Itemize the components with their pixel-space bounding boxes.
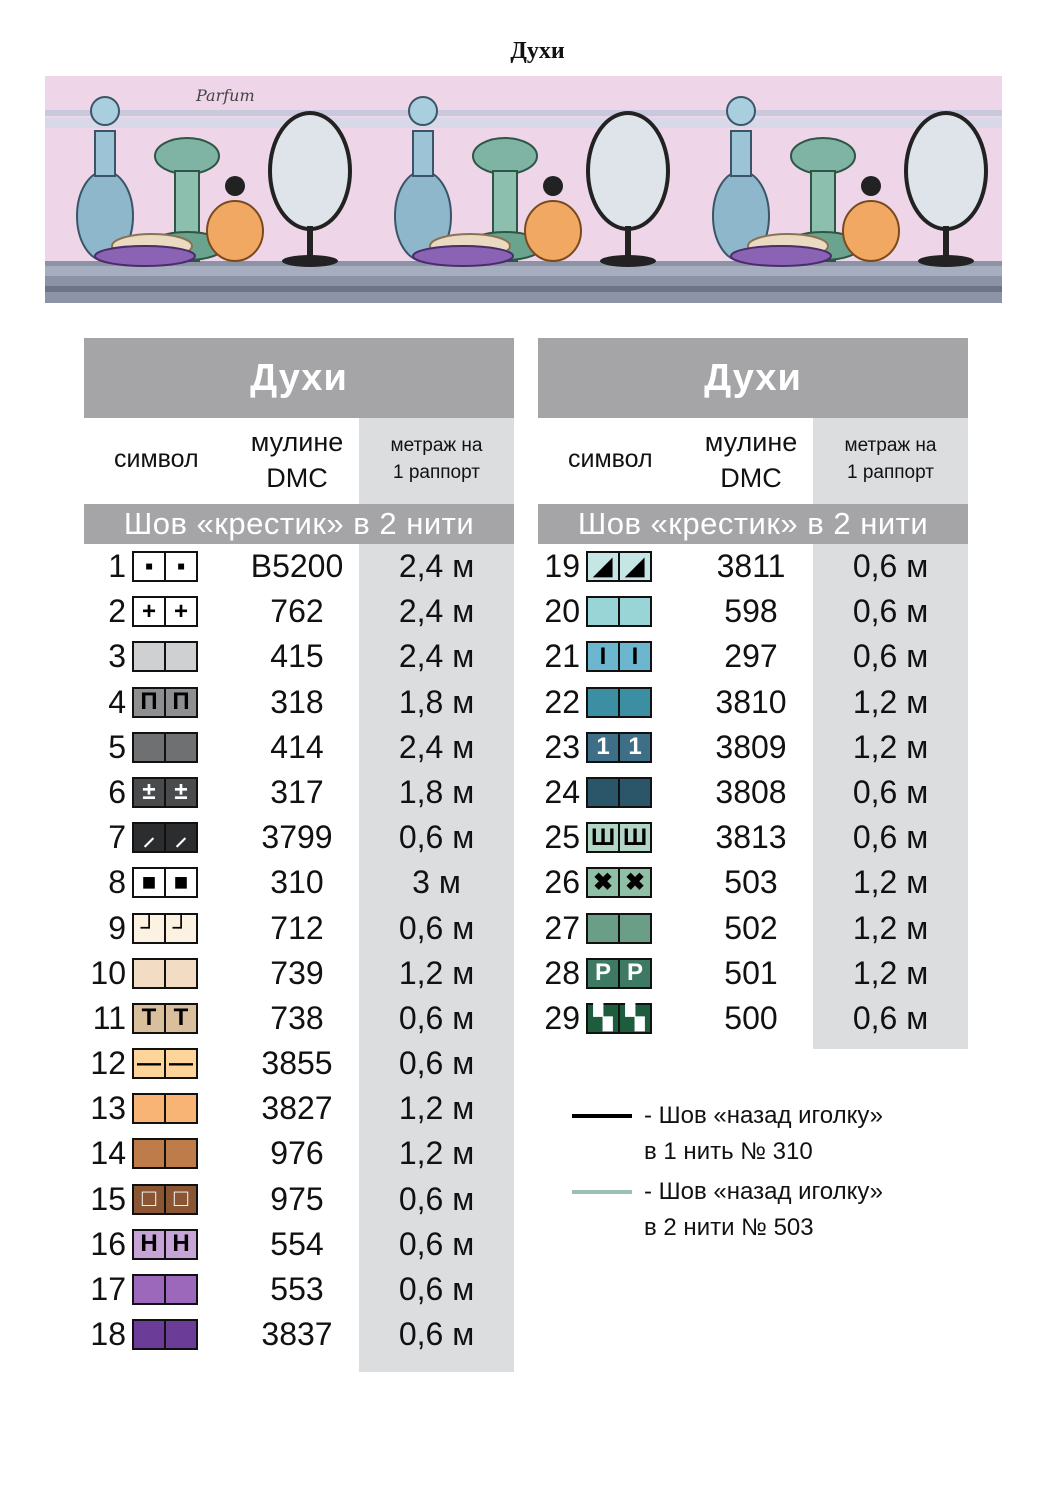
thread-length: 0,6 м: [398, 819, 475, 856]
row-number: 26: [544, 864, 580, 901]
thread-row: [84, 1267, 514, 1312]
thread-row: [84, 589, 514, 634]
dmc-code: 3855: [261, 1045, 333, 1082]
row-number: 5: [108, 728, 126, 765]
thread-length: 0,6 м: [398, 1180, 475, 1217]
dmc-code: 500: [724, 999, 778, 1036]
row-number: 23: [544, 728, 580, 765]
thread-length: 0,6 м: [852, 548, 929, 584]
symbol-swatch: [586, 687, 652, 718]
symbol-swatch: ⸝ ⸝: [132, 822, 198, 853]
legend-item: - Шов «назад иголку» в 1 нить № 310: [572, 1098, 992, 1174]
symbol-swatch: H H: [132, 1229, 198, 1260]
dmc-code: 3837: [261, 1316, 333, 1353]
symbol-swatch: [132, 1138, 198, 1169]
symbol-swatch: [132, 1274, 198, 1305]
thread-length: 1,2 м: [852, 683, 929, 720]
dmc-code: 3809: [715, 728, 787, 765]
dmc-code: 3810: [715, 683, 787, 720]
symbol-swatch: [586, 913, 652, 944]
thread-row: [84, 1086, 514, 1131]
column-headers: [84, 418, 514, 504]
thread-row: [84, 725, 514, 770]
thread-length: 0,6 м: [852, 638, 929, 675]
dmc-code: 502: [724, 909, 778, 946]
symbol-swatch: [132, 732, 198, 763]
thread-row: [538, 996, 968, 1041]
thread-row: [538, 589, 968, 634]
dmc-code: 762: [270, 593, 324, 630]
thread-length: 2,4 м: [398, 548, 475, 584]
thread-row: [84, 634, 514, 679]
dmc-code: 553: [270, 1271, 324, 1307]
row-number: 9: [108, 909, 126, 946]
dmc-code: 310: [270, 864, 324, 901]
dmc-code: 317: [270, 773, 324, 810]
col-symbol: символ: [568, 445, 653, 473]
row-number: 2: [108, 593, 126, 630]
dmc-code: 297: [724, 638, 778, 675]
symbol-swatch: [132, 1319, 198, 1350]
thread-row: [538, 680, 968, 725]
col-metr: метраж на 1 раппорт: [390, 435, 483, 483]
thread-length: 2,4 м: [398, 638, 475, 675]
thread-length: 0,6 м: [852, 773, 929, 810]
dmc-code: 501: [724, 954, 778, 991]
row-number: 17: [90, 1271, 126, 1307]
row-number: 18: [90, 1316, 126, 1353]
dmc-code: 3827: [261, 1090, 333, 1127]
thread-length: 1,8 м: [398, 773, 475, 810]
thread-table-left: [84, 338, 514, 1357]
thread-length: 1,2 м: [398, 1135, 475, 1172]
legend-line-black: [572, 1114, 632, 1118]
thread-length: 1,2 м: [852, 864, 929, 901]
thread-row: [84, 860, 514, 905]
thread-row: [84, 544, 514, 589]
thread-row: [84, 996, 514, 1041]
table-title: Духи: [84, 338, 514, 418]
stitch-header: Шов «крестик» в 2 нити: [538, 504, 968, 544]
dmc-code: 503: [724, 864, 778, 901]
thread-row: [84, 906, 514, 951]
thread-table-right: [538, 338, 968, 1041]
symbol-swatch: ┘ ┘: [132, 913, 198, 944]
row-number: 20: [544, 593, 580, 630]
symbol-swatch: [586, 777, 652, 808]
row-number: 22: [544, 683, 580, 720]
thread-rows: [538, 544, 968, 1041]
thread-length: 1,2 м: [852, 909, 929, 946]
thread-rows: [84, 544, 514, 1357]
symbol-swatch: [132, 641, 198, 672]
dmc-code: 739: [270, 954, 324, 991]
dmc-code: 3813: [715, 819, 787, 856]
dmc-code: 598: [724, 593, 778, 630]
thread-row: [84, 1041, 514, 1086]
symbol-swatch: — —: [132, 1048, 198, 1079]
thread-length: 1,2 м: [398, 1090, 475, 1127]
dmc-code: 3808: [715, 773, 787, 810]
row-number: 24: [544, 773, 580, 810]
parfum-banner-image: [45, 76, 1002, 303]
thread-row: [84, 1131, 514, 1176]
symbol-swatch: П П: [132, 687, 198, 718]
dmc-code: 414: [270, 728, 324, 765]
thread-row: [84, 1222, 514, 1267]
thread-length: 3 м: [412, 864, 461, 901]
row-number: 8: [108, 864, 126, 901]
column-headers: [538, 418, 968, 504]
row-number: 25: [544, 819, 580, 856]
table-title: Духи: [538, 338, 968, 418]
dmc-code: 318: [270, 683, 324, 720]
row-number: 13: [90, 1090, 126, 1127]
row-number: 10: [90, 954, 126, 991]
symbol-swatch: I I: [586, 641, 652, 672]
symbol-swatch: P P: [586, 958, 652, 989]
legend-item: - Шов «назад иголку» в 2 нити № 503: [572, 1174, 992, 1250]
row-number: 4: [108, 683, 126, 720]
thread-length: 0,6 м: [398, 1045, 475, 1082]
symbol-swatch: □ □: [132, 1184, 198, 1215]
thread-length: 1,2 м: [852, 954, 929, 991]
thread-length: 0,6 м: [398, 999, 475, 1036]
row-number: 11: [92, 999, 126, 1036]
symbol-swatch: ■ ■: [132, 867, 198, 898]
dmc-code: 738: [270, 999, 324, 1036]
thread-length: 0,6 м: [398, 1316, 475, 1353]
thread-row: [538, 634, 968, 679]
thread-length: 1,8 м: [398, 683, 475, 720]
row-number: 6: [108, 773, 126, 810]
symbol-swatch: ▪ ▪: [132, 551, 198, 582]
row-number: 7: [108, 819, 126, 856]
thread-row: [538, 770, 968, 815]
thread-row: [84, 815, 514, 860]
thread-row: [538, 544, 968, 589]
symbol-swatch: 1 1: [586, 732, 652, 763]
thread-row: [84, 951, 514, 996]
thread-row: [538, 725, 968, 770]
dmc-code: 976: [270, 1135, 324, 1172]
symbol-swatch: [586, 596, 652, 627]
page-title: Духи: [510, 38, 565, 64]
symbol-swatch: + +: [132, 596, 198, 627]
row-number: 15: [90, 1180, 126, 1217]
col-metr: метраж на 1 раппорт: [844, 435, 937, 483]
col-dmc: мулине DMC: [704, 427, 798, 493]
dmc-code: 554: [270, 1225, 324, 1262]
dmc-code: B5200: [250, 548, 344, 584]
row-number: 21: [544, 638, 580, 675]
symbol-swatch: ± ±: [132, 777, 198, 808]
backstitch-legend: [572, 1098, 992, 1250]
thread-length: 0,6 м: [398, 1225, 475, 1262]
thread-row: [84, 770, 514, 815]
thread-length: 0,6 м: [852, 999, 929, 1036]
symbol-swatch: T T: [132, 1003, 198, 1034]
symbol-swatch: ▚ ▚: [586, 1003, 652, 1034]
thread-length: 2,4 м: [398, 728, 475, 765]
thread-row: [538, 951, 968, 996]
dmc-code: 975: [270, 1180, 324, 1217]
row-number: 1: [108, 548, 126, 584]
thread-length: 1,2 м: [398, 954, 475, 991]
dmc-code: 415: [270, 638, 324, 675]
row-number: 14: [90, 1135, 126, 1172]
thread-length: 2,4 м: [398, 593, 475, 630]
legend-line-green: [572, 1190, 632, 1194]
row-number: 12: [90, 1045, 126, 1082]
banner-caption: Parfum: [196, 86, 255, 105]
thread-row: [84, 1177, 514, 1222]
symbol-swatch: Ш Ш: [586, 822, 652, 853]
row-number: 27: [544, 909, 580, 946]
dmc-code: 3811: [716, 548, 786, 584]
stitch-header: Шов «крестик» в 2 нити: [84, 504, 514, 544]
col-dmc: мулине DMC: [250, 427, 344, 493]
thread-row: [538, 815, 968, 860]
thread-row: [84, 680, 514, 725]
symbol-swatch: [132, 958, 198, 989]
col-symbol: символ: [114, 445, 199, 473]
symbol-swatch: ◢ ◢: [586, 551, 652, 582]
thread-length: 1,2 м: [852, 728, 929, 765]
symbol-swatch: ✖ ✖: [586, 867, 652, 898]
row-number: 28: [544, 954, 580, 991]
row-number: 16: [90, 1225, 126, 1262]
thread-row: [538, 906, 968, 951]
thread-row: [538, 860, 968, 905]
dmc-code: 3799: [261, 819, 333, 856]
symbol-swatch: [132, 1093, 198, 1124]
thread-length: 0,6 м: [398, 1271, 475, 1307]
row-number: 29: [544, 999, 580, 1036]
thread-length: 0,6 м: [852, 593, 929, 630]
thread-row: [84, 1312, 514, 1357]
thread-length: 0,6 м: [852, 819, 929, 856]
row-number: 3: [108, 638, 126, 675]
row-number: 19: [544, 548, 580, 584]
dmc-code: 712: [270, 909, 324, 946]
thread-length: 0,6 м: [398, 909, 475, 946]
